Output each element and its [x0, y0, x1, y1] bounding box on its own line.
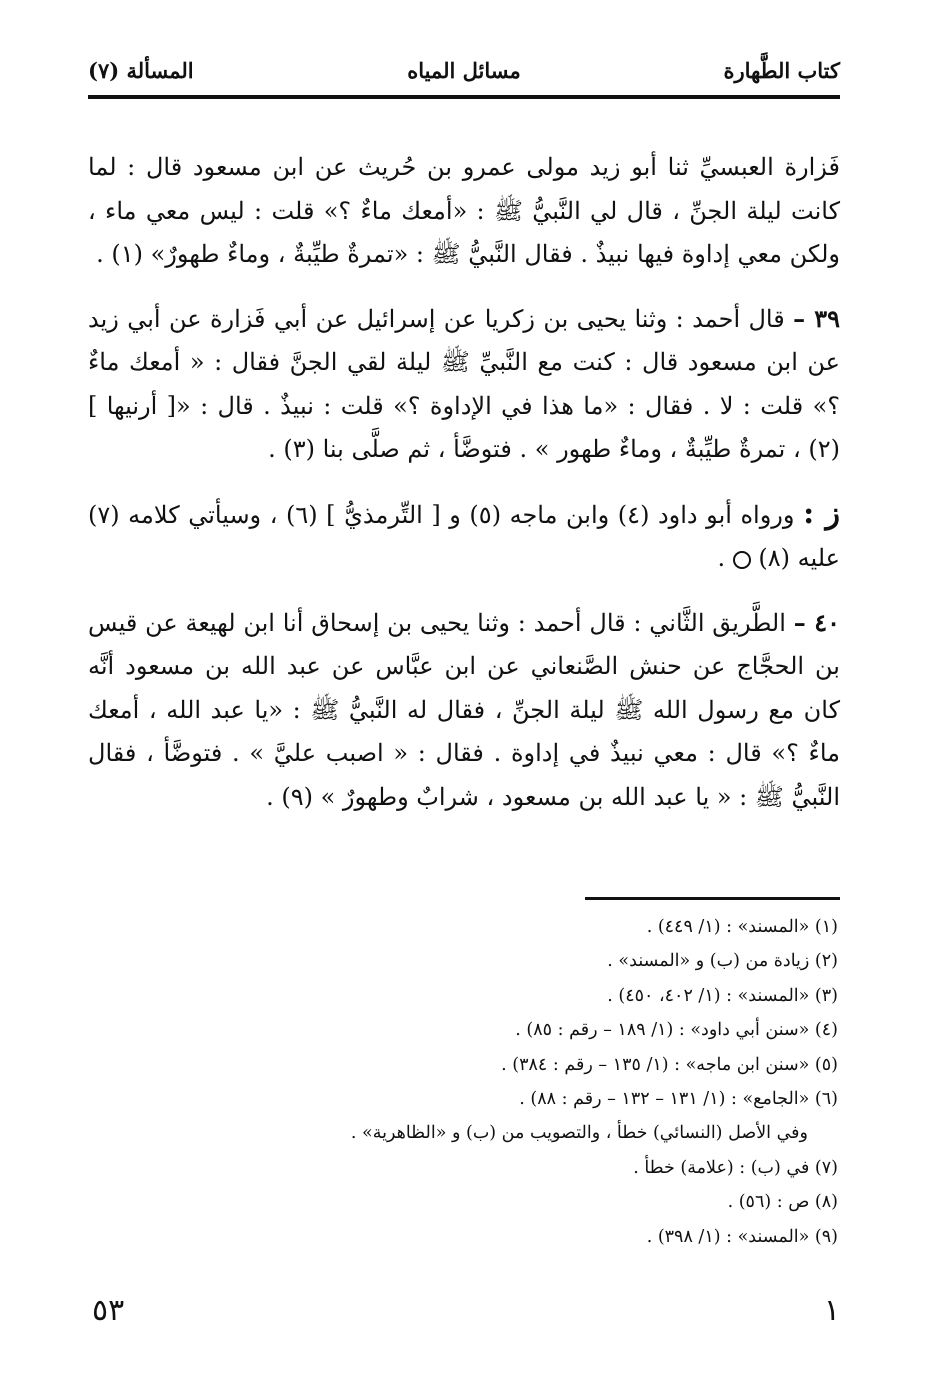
footnote-item: (٩) «المسند» : (١/ ٣٩٨) .: [646, 1226, 838, 1247]
footnote-continuation: وفي الأصل (النسائي) خطأ ، والتصويب من (ب) و «الظاهرية» .: [350, 1123, 808, 1144]
signature-number: ١: [823, 1293, 840, 1328]
footnote-item: (٦) «الجامع» : (١/ ١٣١ – ١٣٢ – رقم : ٨٨) .: [519, 1089, 838, 1110]
footnote-item: (٤) «سنن أبي داود» : (١/ ١٨٩ – رقم : ٨٥) .: [515, 1020, 838, 1041]
running-header: [88, 54, 840, 94]
footnote-divider: [585, 897, 840, 900]
zay-symbol: ز :: [803, 495, 840, 531]
footnote-item: (٧) في (ب) : (علامة) خطأ .: [633, 1157, 838, 1178]
paragraph-text: ورواه أبو داود (٤) وابن ماجه (٥) و [ التِّرمذيُّ ] (٦) ، وسيأتي كلامه (٧) عليه (٨): [88, 500, 840, 572]
paragraph-continuation: [88, 146, 840, 277]
paragraph-text: فَزارة العبسيِّ ثنا أبو زيد مولى عمرو بن حُريث عن ابن مسعود قال : لما كانت ليلة الجنِّ ، قال لي النَّبيُّ ﷺ : «أمعك ماءٌ ؟» قلت : ليس معي ماء ، ولكن معي إداوة فيها نبيذٌ . فقال النَّبيُّ ﷺ : «تمرةٌ طيِّبةٌ ، وماءٌ طهورٌ» (١) .: [88, 153, 840, 268]
paragraph-39: [88, 297, 840, 472]
paragraph-number: ٣٩ –: [793, 303, 840, 333]
paragraph-text: قال أحمد : وثنا يحيى بن زكريا عن إسرائيل عن أبي فَزارة عن أبي زيد عن ابن مسعود قال : كنت مع النَّبيِّ ﷺ ليلة لقي الجنَّ فقال : « أمعك ماءٌ ؟» قلت : لا . فقال : «ما هذا في الإداوة ؟» قلت : نبيذٌ . قال : «[ أرنيها ] (٢) ، تمرةٌ طيِّبةٌ ، وماءٌ طهور » . فتوضَّأ ، ثم صلَّى بنا (٣) .: [88, 304, 840, 463]
paragraph-text: الطَّريق الثَّاني : قال أحمد : وثنا يحيى بن إسحاق أنا ابن لهيعة عن قيس بن الحجَّاج عن حنش الصَّنعاني عن ابن عبَّاس عن عبد الله بن مسعود أنَّه كان مع رسول الله ﷺ ليلة الجنِّ ، فقال له النَّبيُّ ﷺ : «يا عبد الله ، أمعك ماءٌ ؟» قال : معي نبيذٌ في إداوة . فقال : « اصبب عليَّ » . فتوضَّأ ، فقال النَّبيُّ ﷺ : « يا عبد الله بن مسعود ، شرابٌ وطهورٌ » (٩) .: [88, 608, 840, 811]
paragraph-zay-note: ز : ورواه أبو داود (٤) وابن ماجه (٥) و [ التِّرمذيُّ ] (٦) ، وسيأتي كلامه (٧) عليه (٨) .: [88, 495, 840, 572]
paragraph-number: ٤٠ –: [793, 607, 841, 637]
header-chapter-title: مسائل المياه: [407, 58, 521, 83]
header-book-title: كتاب الطَّهارة: [723, 58, 840, 83]
footnote-item: (٢) زيادة من (ب) و «المسند» .: [607, 951, 838, 972]
footnote-item: (١) «المسند» : (١/ ٤٤٩) .: [646, 917, 838, 937]
end-circle-mark: [733, 551, 751, 569]
header-issue-number: المسألة (٧): [88, 58, 194, 83]
paragraph-40: [88, 601, 840, 820]
main-text: [88, 146, 840, 819]
footnote-item: (٨) ص : (٥٦) .: [727, 1192, 838, 1213]
page-number: ٥٣: [92, 1293, 125, 1328]
footnote-item: (٥) «سنن ابن ماجه» : (١/ ١٣٥ – رقم : ٣٨٤) .: [501, 1054, 838, 1075]
footnote-item: (٣) «المسند» : (١/ ٤٠٢، ٤٥٠) .: [607, 985, 838, 1006]
header-divider: [88, 95, 840, 99]
footnotes: [88, 910, 838, 1254]
